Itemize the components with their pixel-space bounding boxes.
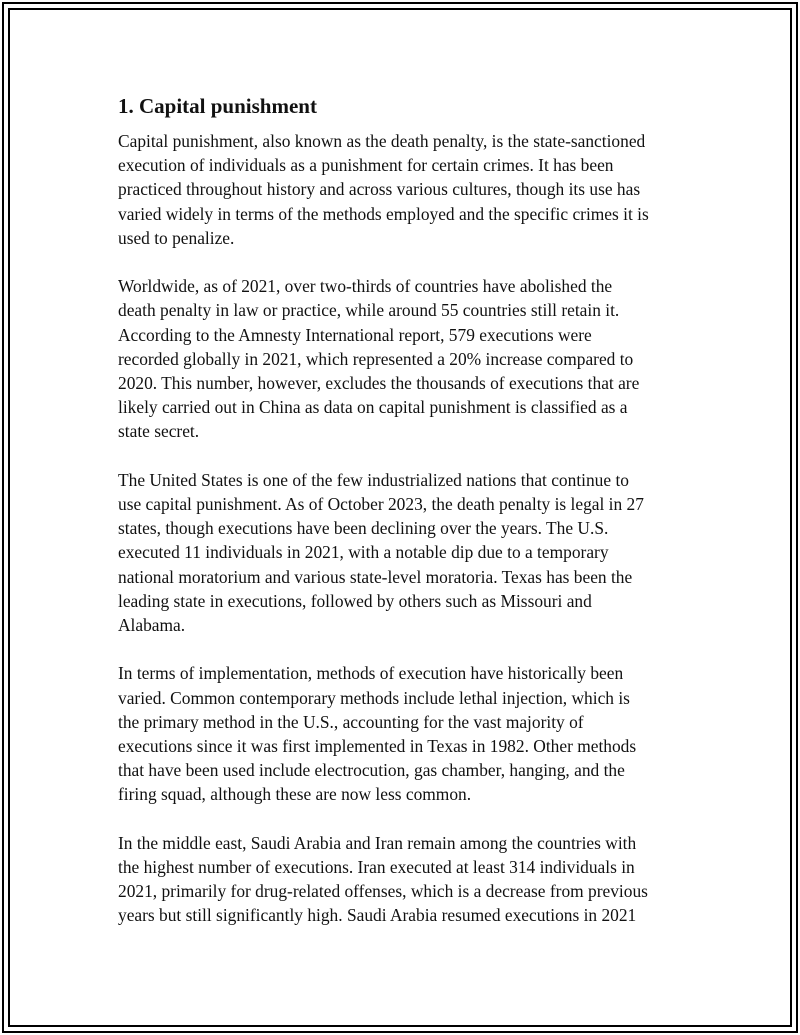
text-line: years but still significantly high. Saudi Arabia resumed executions in 2021	[118, 905, 637, 926]
text-line: state secret.	[118, 421, 200, 442]
text-line: In terms of implementation, methods of execution have historically been	[118, 663, 624, 684]
text-line: Worldwide, as of 2021, over two-thirds of countries have abolished the	[118, 276, 613, 297]
text-line: In the middle east, Saudi Arabia and Iran remain among the countries with	[118, 832, 637, 853]
paragraph-5	[118, 831, 688, 928]
text-line: 2021, primarily for drug-related offenses, which is a decrease from previous	[118, 881, 648, 902]
text-line: Capital punishment, also known as the death penalty, is the state-sanctioned	[118, 131, 646, 151]
text-line: likely carried out in China as data on capital punishment is classified as a	[118, 397, 628, 418]
text-line: death penalty in law or practice, while around 55 countries still retain it.	[118, 300, 620, 321]
paragraph-2	[118, 274, 688, 443]
text-line: 2020. This number, however, excludes the thousands of executions that are	[118, 373, 640, 394]
paragraph-4	[118, 661, 688, 806]
text-line: the primary method in the U.S., accounting for the vast majority of	[118, 711, 584, 732]
text-line: executed 11 individuals in 2021, with a notable dip due to a temporary	[118, 542, 609, 563]
document-body	[118, 93, 688, 952]
text-line: execution of individuals as a punishment for certain crimes. It has been	[118, 155, 614, 176]
text-line: Alabama.	[118, 615, 186, 636]
section-heading: 1. Capital punishment	[118, 94, 317, 118]
text-line: states, though executions have been declining over the years. The U.S.	[118, 518, 609, 539]
text-line: national moratorium and various state-level moratoria. Texas has been the	[118, 566, 633, 587]
paragraph-3	[118, 468, 688, 637]
text-line: that have been used include electrocution, gas chamber, hanging, and the	[118, 760, 625, 781]
text-line: The United States is one of the few industrialized nations that continue to	[118, 469, 629, 490]
text-line: recorded globally in 2021, which represented a 20% increase compared to	[118, 348, 634, 369]
text-line: the highest number of executions. Iran executed at least 314 individuals in	[118, 857, 635, 878]
text-line: According to the Amnesty International report, 579 executions were	[118, 324, 592, 345]
text-line: firing squad, although these are now less common.	[118, 784, 472, 805]
text-line: leading state in executions, followed by others such as Missouri and	[118, 590, 592, 611]
text-line: used to penalize.	[118, 227, 235, 248]
text-line: varied widely in terms of the methods employed and the specific crimes it is	[118, 203, 649, 224]
text-line: practiced throughout history and across various cultures, though its use has	[118, 179, 641, 200]
text-line: executions since it was first implemented in Texas in 1982. Other methods	[118, 736, 637, 757]
text-line: use capital punishment. As of October 2023, the death penalty is legal in 27	[118, 494, 644, 515]
paragraph-1	[118, 129, 688, 250]
text-line: varied. Common contemporary methods include lethal injection, which is	[118, 687, 630, 708]
